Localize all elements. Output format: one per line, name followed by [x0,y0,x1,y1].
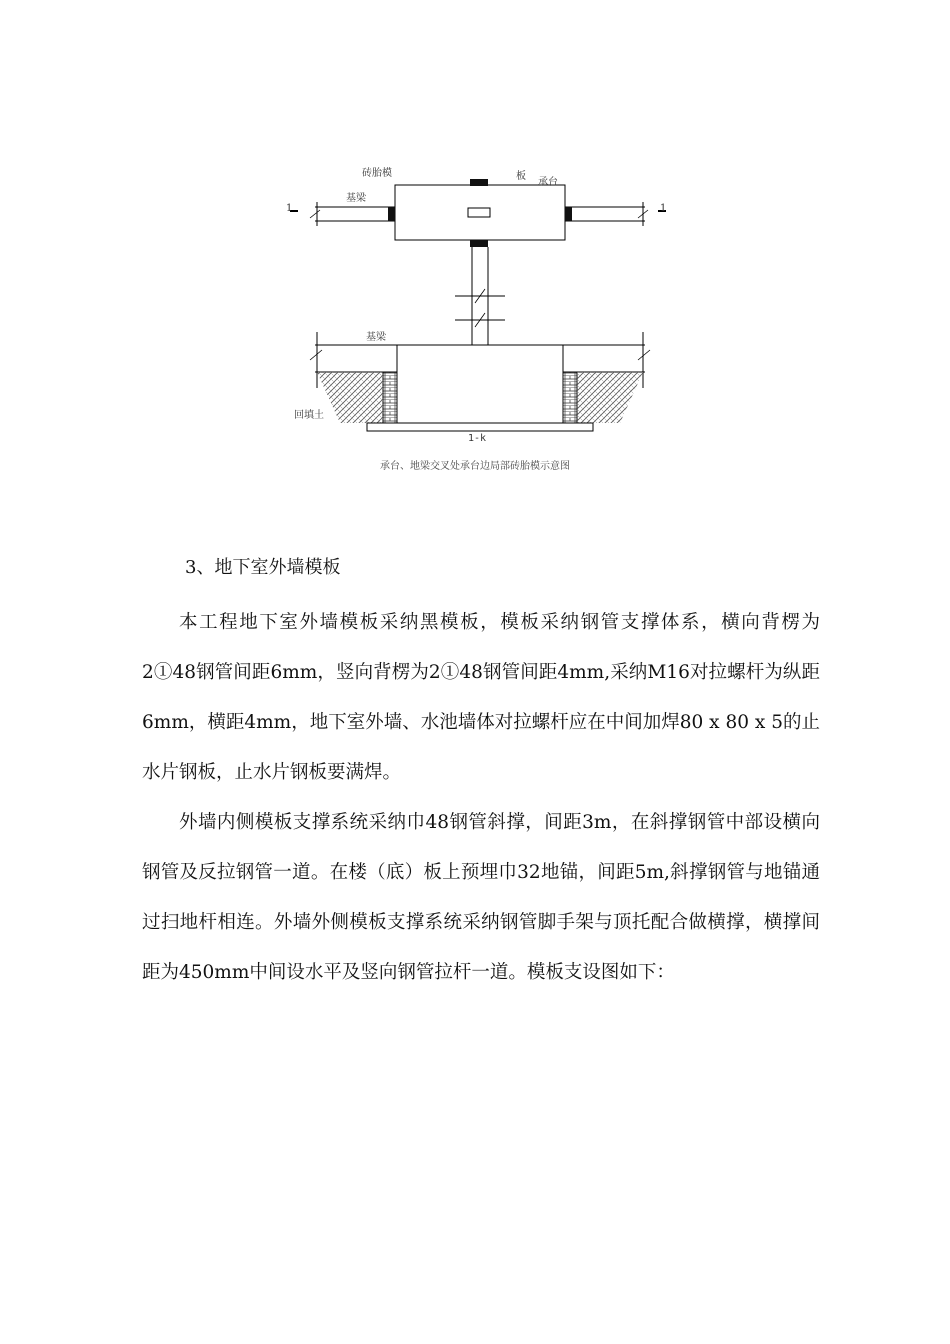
plan-cap-hole [468,208,490,217]
section-heading: 3、地下室外墙模板 [185,557,341,578]
section-cap [397,345,563,423]
brick-pad-right [565,207,572,221]
plan-vertical-beam [455,247,505,345]
label-backfill: 回填土 [294,410,324,421]
section-brick-right [563,372,577,423]
brick-pad-left [388,207,395,221]
brick-pad-top [470,179,488,186]
label-section-name: 1-k [468,433,487,444]
label-foundation-beam-top: 基梁 [346,193,366,204]
plan-right-beam [565,202,666,226]
paragraph: 本工程地下室外墙模板采纳黑模板，模板采纳钢管支撑体系，横向背楞为2①48钢管间距6mm，竖向背楞为2①48钢管间距4mm,采纳M16对拉螺杆为纵距6mm，横距4mm，地下室外墙、水池墙体对拉螺杆应在中间加焊80 x 80 x 5的止水片钢板，止水片钢板要满焊。 [142,612,820,783]
label-brick-mold: 砖胎模 [362,168,392,179]
label-foundation-beam-bottom: 基梁 [366,332,386,343]
body-text [142,598,820,998]
brick-mold-diagram [280,160,680,480]
label-section-mark-left: 1 [286,203,293,214]
label-partial: 板 [516,171,526,182]
figure-caption: 承台、地梁交叉处承台边局部砖胎模示意图 [380,461,570,472]
backfill-right [577,372,643,423]
label-section-mark-right: 1 [660,203,667,214]
section-brick-left [383,372,397,423]
backfill-left [317,372,383,423]
paragraph: 外墙内侧模板支撑系统采纳巾48钢管斜撑，间距3m，在斜撑钢管中部设横向钢管及反拉钢管一道。在楼（底）板上预埋巾32地锚，间距5m,斜撑钢管与地锚通过扫地杆相连。外墙外侧模板支撑系统采纳钢管脚手架与顶托配合做横撑，横撑间距为450mm中间设水平及竖向钢管拉杆一道。模板支设图如下： [142,812,820,983]
section-base-slab [367,423,593,431]
diagram-svg [280,160,680,460]
brick-pad-bottom [470,240,488,247]
label-cap: 承台 [538,177,558,188]
plan-left-beam [290,202,395,226]
